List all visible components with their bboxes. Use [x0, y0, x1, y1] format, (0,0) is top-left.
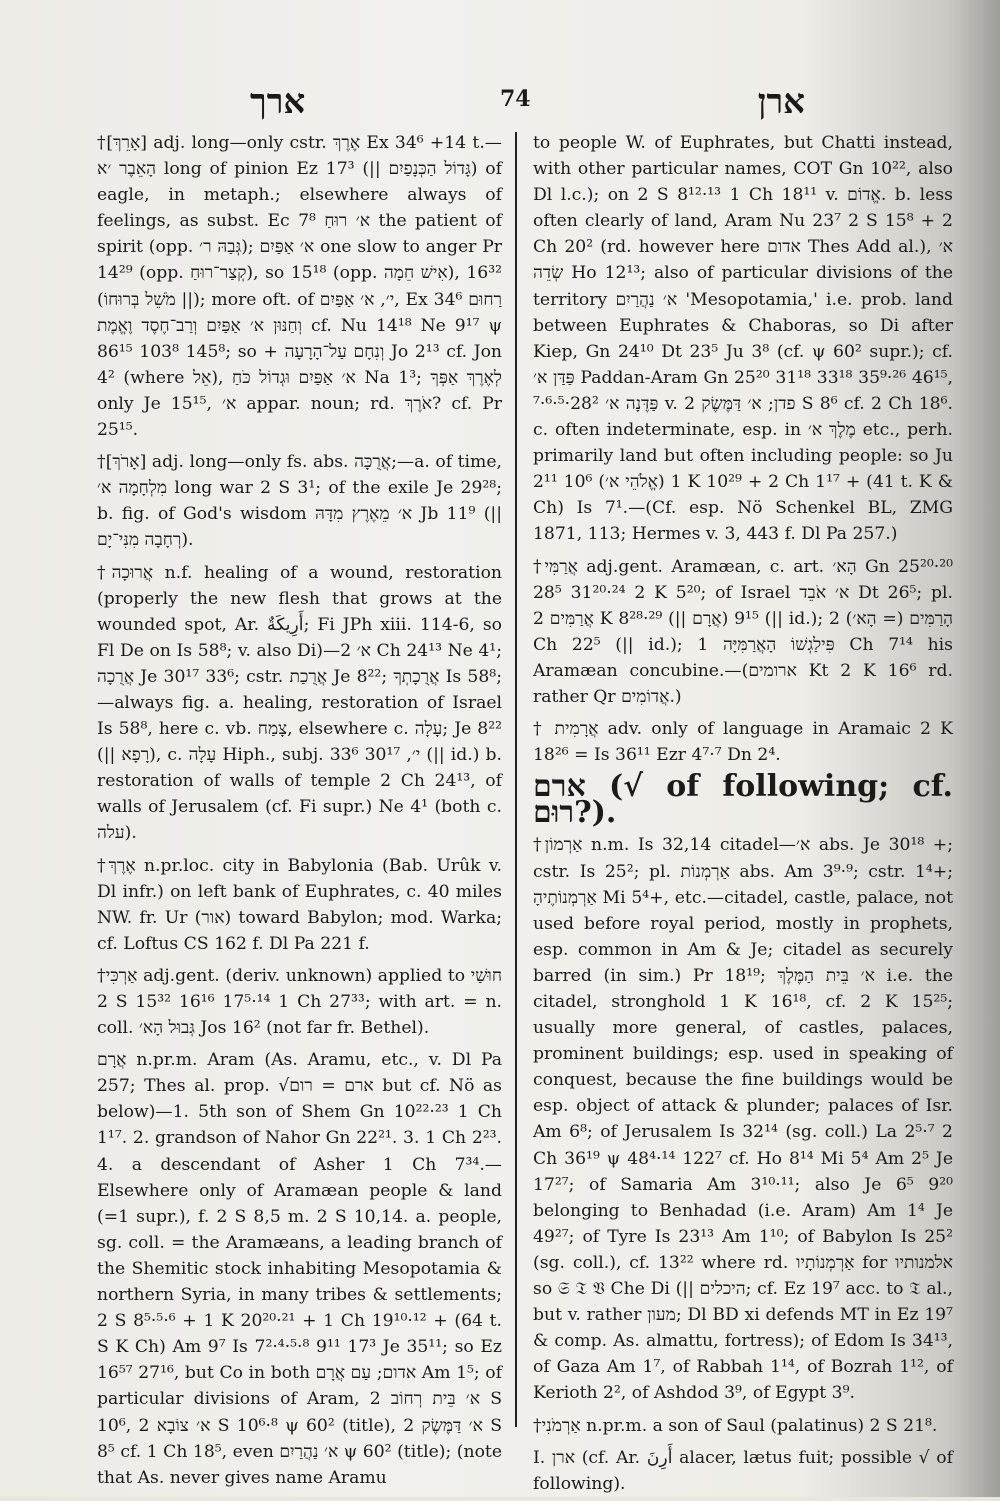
- entry-arek-adj: †[אָרֵךְ] adj. long—only cstr. אֶרֶךְ Ex 34⁶ +14 t.—הָאֵבֶר ׳א long of pinion Ez 17³ (|| גָּדוֹל הַכְּנָפַיִם) of eagle, in metaph.; elsewhere always of feelings, as subst. Ec 7⁸ א׳ רוּחַ the patient of spirit (opp. גְּבַהּ ר׳); א׳ אַפַּיִם one slow to anger Pr 14²⁹ (opp. קְצַר־רוּחַ), so 15¹⁸ (opp. אִישׁ חֵמָה), 16³² (|| מֹשֵׁל בְּרוּחוֹ); more oft. of י׳, א׳ אַפַּיִם, Ex 34⁶ רַחוּם וְחַנּוּן א׳ אַפַּיִם וְרַב־חֶסֶד וֶאֱמֶת cf. Nu 14¹⁸ Ne 9¹⁷ ψ 86¹⁵ 103⁸ 145⁸; so + וְנִחָם עַל־הָרָעָה Jo 2¹³ cf. Jon 4² (where אֵל), א׳ אַפַּיִם וּגְדוֹל כֹּחַ Na 1³; לְאֶרֶךְ אַפְּךָ only Je 15¹⁵, א׳ appar. noun; rd. אֹרֶךְ? cf. Pr 25¹⁵.: [97, 133, 503, 441]
- entry-arammi: †אֲרַמִּי adj.gent. Aramæan, c. art. הָא׳ Gn 25²⁰·²⁰ 28⁵ 31²⁰·²⁴ 2 K 5²⁰; of Israel א׳ אֹבֵד Dt 26⁵; pl. אֲרַמִּים 2 K 8²⁸·²⁹ (|| אֲרָם) 9¹⁵ (|| id.); הָרַמִּים (= הָא׳) 2 Ch 22⁵ (|| id.); פִּילַגְשׁוֹ הָאֲרַמִּיָּה 1 Ch 7¹⁴ his Aramæan concubine.—(ארומים Kt 2 K 16⁶ rd. rather Qr אֲדוֹמִים.): [533, 556, 954, 707]
- entry-arok-adj: †[אָרֹךְ] adj. long—only fs. abs. אֲרֻכָּה;—a. of time, מִלְחָמָה א׳ long war 2 S 3¹; of the exile Je 29²⁸; b. fig. of God's wisdom א׳ מֵאֶרֶץ מִדָּהּ Jb 11⁹ (|| רְחָבָה מִנִּי־יָם).: [97, 452, 502, 551]
- entry-arki: †אַרְכִּי adj.gent. (deriv. unknown) applied to חוּשַׁי 2 S 15³² 16¹⁶ 17⁵·¹⁴ 1 Ch 27³³; with art. = n. coll. גְּבוּל הָא׳ Jos 16² (not far fr. Bethel).: [97, 965, 502, 1039]
- left-column: [97, 130, 502, 1495]
- entry-erek-place: †אֶרֶךְ n.pr.loc. city in Babylonia (Bab. Urûk v. Dl infr.) on left bank of Euphrates, c. 40 miles NW. fr. Ur (אור) toward Babylon; mod. Warka; cf. Loftus CS 162 f. Dl Pa 221 f.: [97, 855, 503, 954]
- entry-armoni: †אַרְמֹנִי n.pr.m. a son of Saul (palatinus) 2 S 21⁸.: [533, 1415, 938, 1436]
- entry-aramit: † אֲרָמִית adv. only of language in Aramaic 2 K 18²⁶ = Is 36¹¹ Ezr 4⁷·⁷ Dn 2⁴.: [533, 719, 953, 766]
- page-number: 74: [500, 86, 531, 112]
- column-divider: [515, 132, 517, 1427]
- right-column: [533, 130, 953, 1501]
- entry-aram-continued: to people W. of Euphrates, but Chatti instead, with other particular names, COT Gn 10²², also Dl l.c.); on 2 S 8¹²·¹³ 1 Ch 18¹¹ v. אֱדוֹם. b. less often clearly of land, Aram Nu 23⁷ 2 S 15⁸ + 2 Ch 20² (rd. however here אדום Thes Add al.), א׳ שְׂדֵה Ho 12¹³; also of particular divisions of the territory א׳ נַהֲרַיִם 'Mesopotamia,' i.e. prob. land between Euphrates & Chaboras, so Di after Kiep, Gn 24¹⁰ Dt 23⁵ Ju 3⁸ (cf. ψ 60² supr.); cf. פַּדַּן א׳ Paddan-Aram Gn 25²⁰ 31¹⁸ 33¹⁸ 35⁹·²⁶ 46¹⁵, פַּדֶּנָה א׳ 28²·⁵·⁶·⁷ v. פדן; א׳ דַּמֶּשֶׂק 2 S 8⁶ cf. 2 Ch 18⁶. c. often indeterminate, esp. in מֶלֶךְ א׳ etc., perh. primarily land but often including people: so Ju 2¹¹ 10⁶ (אֱלֹהֵי א׳) 1 K 10²⁹ + 2 Ch 1¹⁷ + (41 t. K & Ch) Is 7¹.—(Cf. esp. Nö Schenkel BL, ZMG 1871, 113; Hermes v. 3, 443 f. Dl Pa 257.): [533, 133, 954, 545]
- entry-aram: אֲרָם n.pr.m. Aram (As. Aramu, etc., v. Dl Pa 257; Thes al. prop. √ארם = רום but cf. Nö as below)—1. 5th son of Shem Gn 10²²·²³ 1 Ch 1¹⁷. 2. grandson of Nahor Gn 22²¹. 3. 1 Ch 2²³. 4. a descendant of Asher 1 Ch 7³⁴.—Elsewhere only of Aramæan people & land (=1 supr.), f. 2 S 8,5 m. 2 S 10,14. a. people, sg. coll. = the Aramæans, a leading branch of the Shemitic stock inhabiting Mesopotamia & northern Syria, in many tribes & settlements; 2 S 8⁵·⁵·⁶ + 1 K 20²⁰·²¹ + 1 Ch 19¹⁰·¹² + (64 t. S K Ch) Am 9⁷ Is 7²·⁴·⁵·⁸ 9¹¹ 17³ Je 35¹¹; so Ez 16⁵⁷ 27¹⁶, but Co in both אדום; עַם אֲרָם Am 1⁵; of particular divisions of Aram, א׳ בֵּית רְחוֹב 2 S 10⁶, א׳ צוֹבָא 2 S 10⁶·⁸ ψ 60² (title), א׳ דַּמֶּשֶׂק 2 S 8⁵ cf. 1 Ch 18⁵, even א׳ נַהֲרַיִם ψ 60² (title); (note that As. never gives name Aramu: [97, 1050, 502, 1488]
- running-head-left: ארך: [250, 82, 306, 122]
- page-header: [95, 82, 935, 126]
- entry-arn-root: I. ארן (cf. Ar. أَرِنَ alacer, lætus fuit; possible √ of following).: [533, 1447, 953, 1494]
- root-heading-arm: ארם (√ of following; cf. רוּם?).: [533, 769, 953, 831]
- running-head-right: ארן: [757, 82, 805, 122]
- entry-arukah: †אֲרוּכָה n.f. healing of a wound, restoration (properly the new flesh that grows at the wounded spot, Ar. أَرِيكَةٌ; Fi JPh xiii. 114-6, so Fl De on Is 58⁸; v. also Di)—א׳ 2 Ch 24¹³ Ne 4¹; אֲרֻכָה Je 30¹⁷ 33⁶; cstr. אֲרֻכַת Je 8²²; אֲרֻכָתְךָ Is 58⁸;—always fig. a. healing, restoration of Israel Is 58⁸, here c. vb. צָמַח, elsewhere c. עָלָה; Je 8²² (|| רָפָא), c. עָלָה Hiph., subj. י׳, 30¹⁷ 33⁶ (|| id.) b. restoration of walls of temple 2 Ch 24¹³, of walls of Jerusalem (cf. Fi supr.) Ne 4¹ (both c. עלה).: [97, 562, 503, 844]
- entry-armon: †אַרְמוֹן n.m. Is 32,14 citadel—א׳ abs. Je 30¹⁸ +; cstr. Is 25²; pl. אַרְמְנוֹת abs. Am 3⁹·⁹; cstr. 1⁴+; אַרְמְנוֹתֶיהָ Mi 5⁴+, etc.—citadel, castle, palace, not used before royal period, mostly in prophets, esp. common in Am & Je; citadel as securely barred (in sim.) Pr 18¹⁹; א׳ בֵּית הַמֶּלֶךְ i.e. the citadel, stronghold 1 K 16¹⁸, cf. 2 K 15²⁵; usually more general, of castles, palaces, prominent buildings; esp. used in speaking of conquest, because the fine buildings would be esp. object of attack & plunder; palaces of Isr. Am 6⁸; of Jerusalem Is 32¹⁴ (sg. coll.) La 2⁵·⁷ 2 Ch 36¹⁹ ψ 48⁴·¹⁴ 122⁷ cf. Ho 8¹⁴ Mi 5⁴ Am 2⁵ Je 17²⁷; of Samaria Am 3¹⁰·¹¹; also Je 6⁵ 9²⁰ belonging to Benhadad (i.e. Aram) Am 1⁴ Je 49²⁷; of Tyre Is 23¹³ Am 1¹⁰; of Babylon Is 25² (sg. coll.), cf. 13²² where rd. אַרְמְנוֹתָיו for אלמנותיו so 𝔖 𝔗 𝔙 Che Di (|| היכלים; cf. Ez 19⁷ acc. to 𝔗 al., but v. rather מעון; Dl BD xi defends MT in Ez 19⁷ & comp. As. almattu, fortress); of Edom Is 34¹³, of Gaza Am 1⁷, of Rabbah 1¹⁴, of Bozrah 1¹², of Kerioth 2², of Ashdod 3⁹, of Egypt 3⁹.: [533, 835, 953, 1404]
